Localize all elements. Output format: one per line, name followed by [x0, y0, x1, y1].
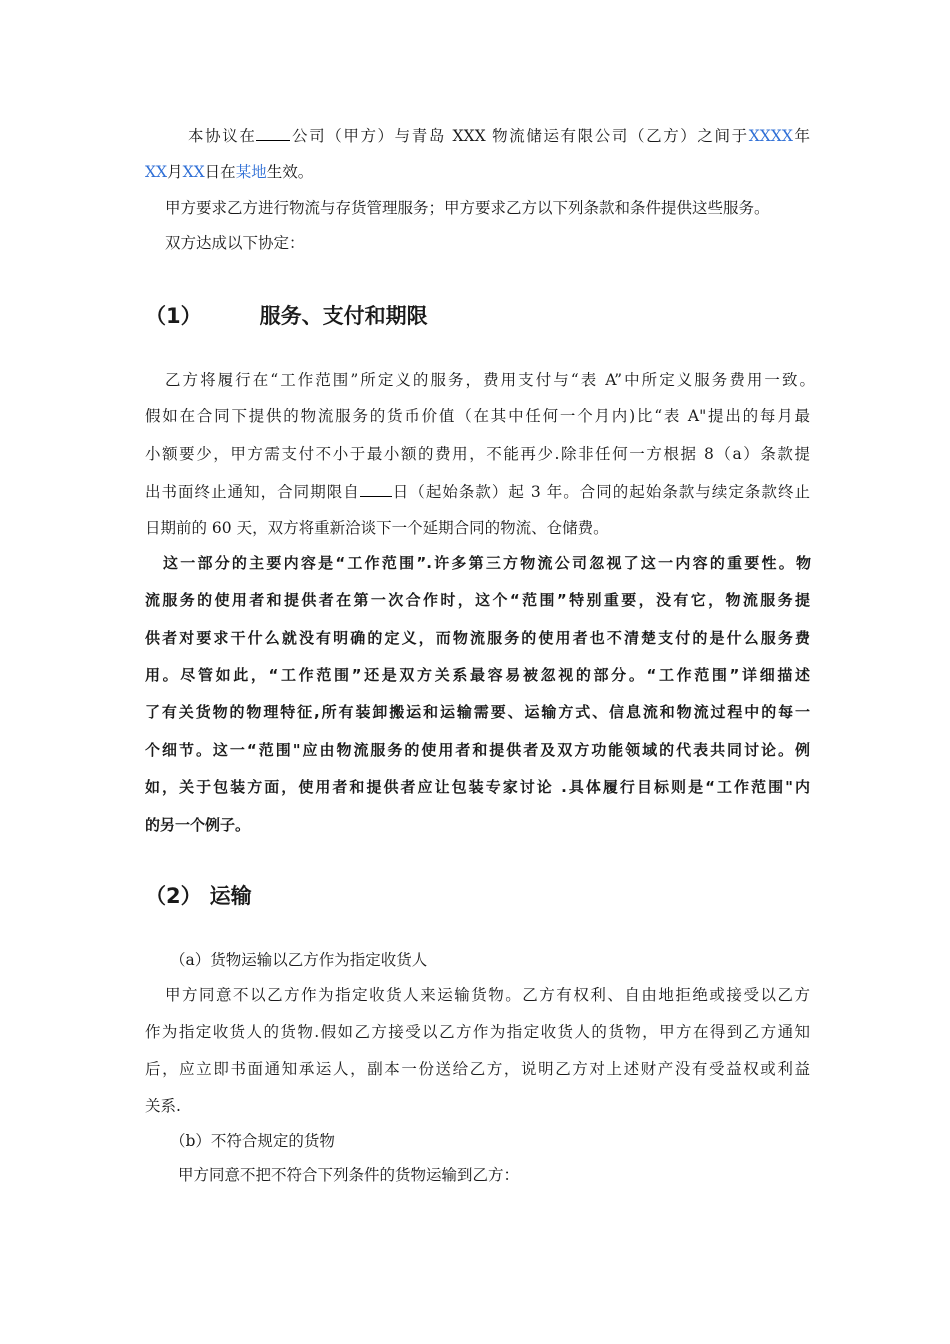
section-1-line — [145, 482, 810, 502]
section-1-line: 假如在合同下提供的物流服务的货币价值（在其中任何一个月内)比“表 A"提出的每月最 — [145, 407, 810, 425]
subsection-a-line: 后，应立即书面通知承运人，副本一份送给乙方，说明乙方对上述财产没有受益权或利益 — [145, 1060, 810, 1078]
month-placeholder: XX — [145, 163, 168, 181]
subsection-b-title: （b）不符合规定的货物 — [170, 1132, 335, 1150]
subsection-a-line: 关系. — [145, 1097, 181, 1115]
section-1-line: 乙方将履行在“工作范围”所定义的服务，费用支付与“表 A”中所定义服务费用一致。 — [165, 371, 815, 389]
commentary-line: 个细节。这一“范围"应由物流服务的使用者和提供者及双方功能领域的代表共同讨论。例 — [145, 741, 810, 759]
section-number: （1） — [145, 304, 202, 328]
section-1-line: 日期前的 60 天，双方将重新洽谈下一个延期合同的物流、仓储费。 — [145, 519, 609, 537]
subsection-a-title: （a）货物运输以乙方作为指定收货人 — [170, 951, 428, 969]
intro-text: 公司（甲方）与青岛 XXX 物流储运有限公司（乙方）之间于 — [290, 127, 749, 145]
commentary-line: 用。尽管如此，“工作范围”还是双方关系最容易被忽视的部分。“工作范围”详细描述 — [145, 666, 810, 684]
section-1-line: 小额要少，甲方需支付不小于最小额的费用，不能再少.除非任何一方根据 8（a）条款提 — [145, 445, 810, 463]
intro-text: 生效。 — [266, 163, 314, 181]
section-title: 服务、支付和期限 — [259, 304, 428, 328]
commentary-line: 如，关于包装方面，使用者和提供者应让包装专家讨论 .具体履行目标则是“工作范围"内 — [145, 778, 810, 796]
subsection-b-line: 甲方同意不把不符合下列条件的货物运输到乙方： — [178, 1166, 520, 1184]
date-blank — [360, 482, 392, 497]
commentary-line: 了有关货物的物理特征,所有装卸搬运和运输需要、运输方式、信息流和物流过程中的每一 — [145, 703, 810, 721]
commentary-line: 的另一个例子。 — [145, 816, 251, 834]
place-placeholder: 某地 — [235, 163, 267, 181]
section-1-heading — [145, 302, 428, 330]
intro-text: 年 — [792, 127, 810, 145]
company-blank — [256, 126, 290, 141]
section-number: （2） — [145, 884, 202, 908]
term-text: 日（起始条款）起 3 年。合同的起始条款与续定条款终止 — [391, 483, 810, 501]
intro-paragraph-3: 双方达成以下协定： — [165, 234, 305, 252]
term-text: 出书面终止通知，合同期限自 — [145, 483, 360, 501]
year-placeholder: XXXX — [748, 127, 793, 145]
section-title: 运输 — [209, 884, 252, 908]
intro-line-2 — [145, 162, 810, 182]
intro-text: 日在 — [204, 163, 236, 181]
intro-text: 本协议在 — [188, 127, 257, 145]
intro-line-1 — [188, 126, 810, 146]
commentary-line: 流服务的使用者和提供者在第一次合作时，这个“范围”特别重要，没有它，物流服务提 — [145, 591, 810, 609]
commentary-line: 这一部分的主要内容是“工作范围”.许多第三方物流公司忽视了这一内容的重要性。物 — [163, 554, 811, 572]
intro-text: 月 — [167, 163, 183, 181]
subsection-a-line: 甲方同意不以乙方作为指定收货人来运输货物。乙方有权利、自由地拒绝或接受以乙方 — [165, 986, 810, 1004]
commentary-line: 供者对要求干什么就没有明确的定义，而物流服务的使用者也不清楚支付的是什么服务费 — [145, 629, 810, 647]
subsection-a-line: 作为指定收货人的货物.假如乙方接受以乙方作为指定收货人的货物，甲方在得到乙方通知 — [145, 1023, 810, 1041]
intro-paragraph-2: 甲方要求乙方进行物流与存货管理服务；甲方要求乙方以下列条款和条件提供这些服务。 — [165, 199, 770, 217]
day-placeholder: XX — [182, 163, 205, 181]
section-2-heading — [145, 882, 252, 910]
